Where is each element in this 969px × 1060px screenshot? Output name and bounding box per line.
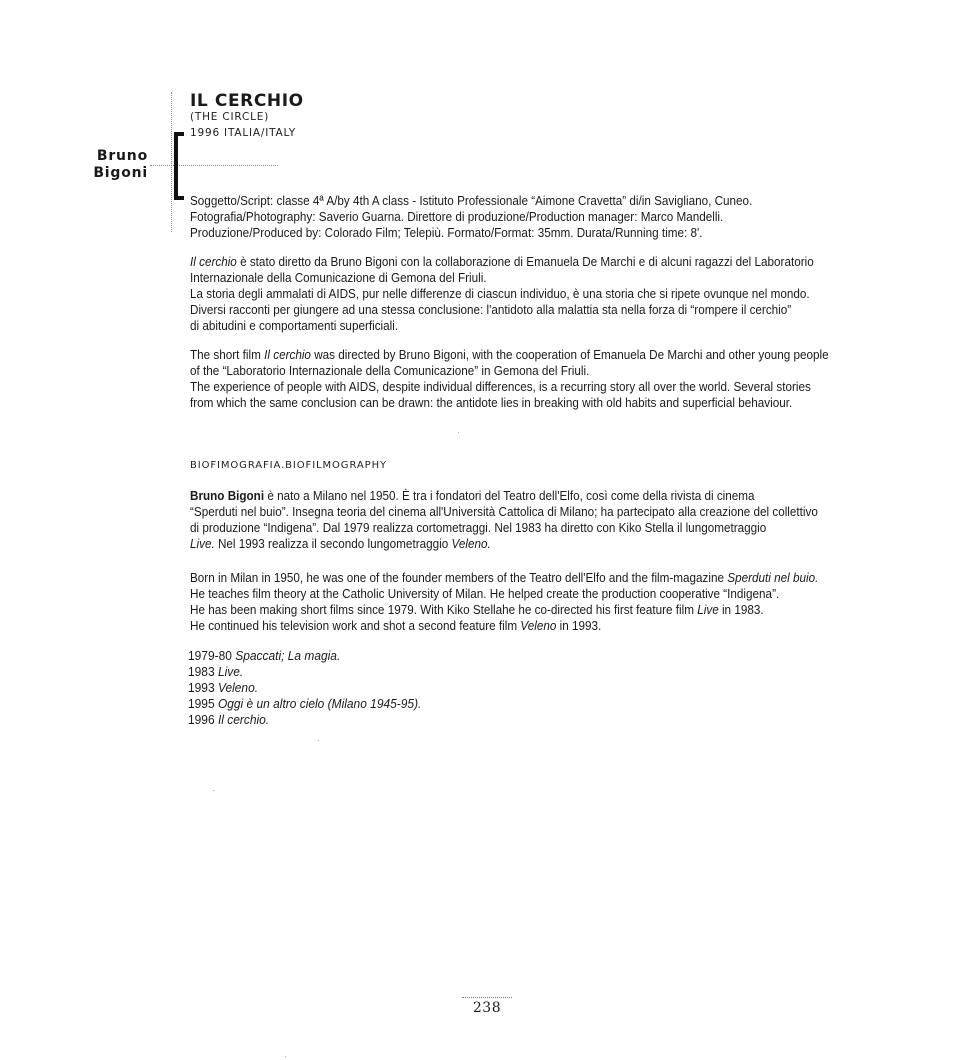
- filmography-title: Spaccati; La magia.: [235, 648, 341, 663]
- synopsis-en-text: The short film: [190, 347, 265, 362]
- filmography-item: [188, 696, 421, 712]
- scan-speck: [213, 790, 214, 791]
- film-credits: [190, 193, 802, 241]
- bio-it-text: Nel 1993 realizza il secondo lungometraggio: [214, 536, 452, 551]
- bracket-top-cap: [174, 132, 184, 136]
- synopsis-it-line: [190, 254, 865, 270]
- film-title-italic: Veleno.: [451, 536, 491, 551]
- biofilmography-heading: BIOFIMOGRAFIA.BIOFILMOGRAPHY: [190, 460, 388, 471]
- bio-en-line: [190, 602, 874, 618]
- filmography-title: Live.: [217, 664, 244, 679]
- bio-en-text: in 1993.: [556, 618, 602, 633]
- bio-it-line: [190, 488, 874, 504]
- film-year-country: 1996 ITALIA/ITALY: [190, 127, 296, 139]
- bio-it-line: “Sperduti nel buio”. Insegna teoria del cinema all'Università Cattolica di Milano; ha partecipato alla creazione del collettivo: [190, 504, 818, 519]
- director-name: [70, 148, 148, 182]
- synopsis-it-text: è stato diretto da Bruno Bigoni con la collaborazione di Emanuela De Marchi e di alcuni ragazzi del Laboratorio: [236, 254, 814, 269]
- film-title-italic: Live.: [190, 536, 215, 551]
- filmography-item: [188, 712, 421, 728]
- film-title: IL CERCHIO: [190, 91, 304, 111]
- film-subtitle: (THE CIRCLE): [190, 111, 270, 123]
- filmography-title: Il cerchio.: [217, 712, 270, 727]
- synopsis-english: [190, 347, 874, 411]
- synopsis-en-line: from which the same conclusion can be drawn: the antidote lies in breaking with old habits and superficial behaviour.: [190, 395, 793, 410]
- director-last-name: Bigoni: [93, 165, 148, 181]
- filmography-year: 1983: [188, 664, 215, 679]
- film-title-italic: Live: [697, 602, 719, 617]
- synopsis-italian: [190, 254, 865, 334]
- filmography-year: 1995: [188, 696, 215, 711]
- synopsis-it-line: Internazionale della Comunicazione di Gemona del Friuli.: [190, 270, 487, 285]
- page-number-dotted-rule: [462, 997, 512, 998]
- filmography-item: [188, 680, 421, 696]
- scan-speck: [458, 432, 459, 433]
- director-first-name: Bruno: [96, 148, 148, 164]
- filmography-list: [188, 648, 421, 728]
- bio-it-line: di produzione “Indigena”. Dal 1979 realizza cortometraggi. Nel 1983 ha diretto con Kiko Stella il lungometraggio: [190, 520, 767, 535]
- vertical-dotted-rule: [171, 92, 172, 232]
- filmography-item: [188, 664, 421, 680]
- synopsis-en-line: [190, 347, 874, 363]
- bio-en-text: in 1983.: [718, 602, 764, 617]
- film-title-italic: Il cerchio: [190, 254, 237, 269]
- credits-line: Produzione/Produced by: Colorado Film; Telepiù. Formato/Format: 35mm. Durata/Running time: 8'.: [190, 225, 703, 240]
- bio-en-text: He continued his television work and shot a second feature film: [190, 618, 521, 633]
- filmography-title: Veleno.: [217, 680, 259, 695]
- horizontal-dotted-rule: [150, 165, 278, 166]
- scan-speck: [318, 740, 319, 741]
- synopsis-it-line: di abitudini e comportamenti superficiali.: [190, 318, 399, 333]
- bio-en-line: [190, 618, 874, 634]
- bio-en-text: He has been making short films since 1979. With Kiko Stellahe he co-directed his first feature film: [190, 602, 698, 617]
- film-title-italic: Il cerchio: [264, 347, 311, 362]
- credits-line: Fotografia/Photography: Saverio Guarna. Direttore di produzione/Production manager: Marco Mandelli.: [190, 209, 724, 224]
- synopsis-en-line: of the “Laboratorio Internazionale della Comunicazione” in Gemona del Friuli.: [190, 363, 590, 378]
- bio-en-line: He teaches film theory at the Catholic University of Milan. He helped create the production cooperative “Indigena”.: [190, 586, 780, 601]
- biography-italian: [190, 488, 874, 552]
- filmography-year: 1979-80: [188, 648, 232, 663]
- synopsis-it-line: La storia degli ammalati di AIDS, pur nelle differenze di ciascun individuo, è una storia che si ripete ovunque nel mondo.: [190, 286, 810, 301]
- film-title-italic: Veleno: [520, 618, 557, 633]
- synopsis-it-line: Diversi racconti per giungere ad una stessa conclusione: l'antidoto alla malattia sta nella forza di “rompere il cerchio”: [190, 302, 792, 317]
- filmography-title: Oggi è un altro cielo (Milano 1945-95).: [217, 696, 422, 711]
- bio-en-text: Born in Milan in 1950, he was one of the founder members of the Teatro dell'Elfo and the film-magazine: [190, 570, 728, 585]
- synopsis-en-text: was directed by Bruno Bigoni, with the cooperation of Emanuela De Marchi and other young people: [310, 347, 829, 362]
- bio-en-line: [190, 570, 874, 586]
- filmography-item: [188, 648, 421, 664]
- bracket-bottom-cap: [174, 196, 184, 200]
- magazine-title-italic: Sperduti nel buio.: [727, 570, 819, 585]
- bracket-vertical-bar: [174, 132, 178, 200]
- page-number: 238: [472, 1000, 502, 1016]
- credits-line: Soggetto/Script: classe 4ª A/by 4th A class - Istituto Professionale “Aimone Cravetta” di/in Savigliano, Cuneo.: [190, 193, 753, 208]
- biography-english: [190, 570, 874, 634]
- scan-speck: [285, 1056, 286, 1057]
- filmography-year: 1996: [188, 712, 215, 727]
- filmography-year: 1993: [188, 680, 215, 695]
- director-name-bold: Bruno Bigoni: [190, 488, 265, 503]
- synopsis-en-line: The experience of people with AIDS, despite individual differences, is a recurring story all over the world. Several stories: [190, 379, 811, 394]
- bio-it-text: è nato a Milano nel 1950. È tra i fondatori del Teatro dell'Elfo, così come della rivista di cinema: [264, 488, 755, 503]
- bio-it-line: [190, 536, 874, 552]
